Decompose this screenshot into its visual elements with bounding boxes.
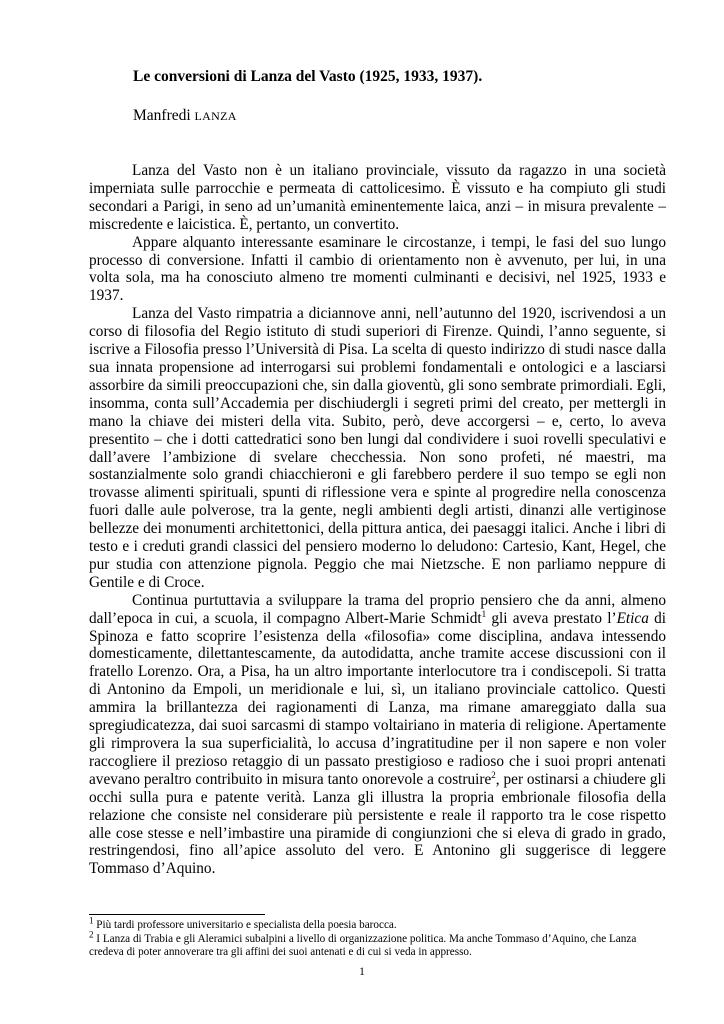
footnote-ref-2[interactable]: 2 bbox=[491, 769, 496, 780]
footnote-1-number: 1 bbox=[89, 915, 94, 926]
footnote-2-number: 2 bbox=[89, 928, 94, 939]
footnotes bbox=[89, 915, 666, 960]
footnote-1-text: Più tardi professore universitario e specialista della poesia barocca. bbox=[93, 919, 397, 931]
paragraph-3: Lanza del Vasto rimpatria a diciannove anni, nell’autunno del 1920, iscrivendosi a un corso di filosofia del Regio istituto di studi superiori di Firenze. Quindi, l’anno seguente, si iscrive a Filosofia presso l’Università di Pisa. La scelta di questo indirizzo di studi nasce dalla sua innata propensione ad interrogarsi sui problemi fondamentali e ontologici e a lasciarsi assorbire da simili preoccupazioni che, sin dalla gioventù, gli sono sembrate primordiali. Egli, insomma, conta sull’Accademia per dischiudergli i segreti primi del creato, per mettergli in mano la chiave dei misteri della vita. Subito, però, deve accorgersi – e, certo, lo aveva presentito – che i dotti cattedratici sono ben lungi dal condividere i suoi rovelli speculativi e dall’avere l’ambizione di svelare checchessia. Non sono profeti, né maestri, ma sostanzialmente solo grandi chiacchieroni e gli farebbero perdere il suo tempo se egli non trovasse alimenti spirituali, spunti di riflessione vera e spinte al progredire nella conoscenza fuori dalle aule polverose, tra la gente, negli ambienti degli artisti, dinanzi alle vertiginose bellezze dei monumenti architettonici, della pittura antica, dei paesaggi italici. Anche i libri di testo e i creduti grandi classici del pensiero moderno lo deludono: Cartesio, Kant, Hegel, che pur studia con attenzione pignola. Peggio che mai Nietzsche. E non parliamo neppure di Gentile e di Croce. bbox=[89, 305, 666, 591]
paragraph-4-text-b: gli aveva prestato l’ bbox=[486, 609, 617, 627]
paragraph-4-text-d: , per ostinarsi a chiudere gli occhi sulla pura e patente verità. Lanza gli illustra la propria embrionale filosofia della relazione che consiste nel considerare più persistente e reale il rapporto tra le cose rispetto alle cose stesse e nell’imbastire una piramide di congiunzioni che si eleva di grado in grado, restringendosi, fino all’apice assoluto del vero. E Antonino gli suggerisce di leggere Tommaso d’Aquino. bbox=[89, 770, 666, 878]
footnote-2 bbox=[89, 928, 666, 960]
paragraph-4-text-a: Continua purtuttavia a sviluppare la trama del proprio pensiero che da anni, almeno dall’epoca in cui, a scuola, il compagno Albert-Marie Schmidt bbox=[89, 591, 666, 627]
page-number: 1 bbox=[359, 966, 365, 978]
footnote-1 bbox=[89, 915, 666, 933]
author-first-name: Manfredi bbox=[133, 107, 195, 124]
paragraph-4 bbox=[89, 592, 666, 879]
footnote-2-text: I Lanza di Trabia e gli Aleramici subalpini a livello di organizzazione politica. Ma anche Tommaso d’Aquino, che Lanza credeva di poter annoverare tra gli affini dei suoi antenati e di cui si veda in appresso. bbox=[89, 932, 637, 959]
article-title: Le conversioni di Lanza del Vasto (1925, 1933, 1937). bbox=[133, 68, 483, 85]
article-body bbox=[89, 162, 666, 878]
paragraph-4-text-c: di Spinoza e fatto scoprire l’esistenza della «filosofia» come disciplina, andava intessendo domesticamente, dilettantescamente, da autodidatta, anche tramite accese discussioni con il fratello Lorenzo. Ora, a Pisa, ha un altro importante interlocutore tra i condiscepoli. Si tratta di Antonino da Empoli, un meridionale e lui, sì, un italiano provinciale cattolico. Questi ammira la brillantezza dei ragionamenti di Lanza, ma rimane amareggiato dalla sua spregiudicatezza, dai suoi sarcasmi di stampo voltairiano in materia di religione. Apertamente gli rimprovera la sua superficialità, lo accusa d’ingratitudine per il non sapere e non voler raccogliere il prezioso retaggio di un passato prestigioso e radioso che i suoi propri antenati avevano peraltro contribuito in misura tanto onorevole a costruire bbox=[89, 609, 666, 788]
footnote-ref-1[interactable]: 1 bbox=[481, 608, 487, 619]
paragraph-2: Appare alquanto interessante esaminare le circostanze, i tempi, le fasi del suo lungo processo di conversione. Infatti il cambio di orientamento non è avvenuto, per lui, in una volta sola, ma ha conosciuto almeno tre momenti culminanti e decisivi, nel 1925, 1933 e 1937. bbox=[89, 233, 666, 305]
author-last-name: LANZA bbox=[194, 109, 237, 123]
footnote-separator bbox=[89, 914, 265, 915]
author-line bbox=[133, 107, 237, 125]
etica-title: Etica bbox=[616, 609, 649, 627]
paragraph-1: Lanza del Vasto non è un italiano provinciale, vissuto da ragazzo in una società imperniata sulle parrocchie e permeata di cattolicesimo. È vissuto e ha compiuto gli studi secondari a Parigi, in seno ad un’umanità eminentemente laica, anzi – in misura prevalente – miscredente e laicistica. È, pertanto, un convertito. bbox=[89, 162, 666, 233]
